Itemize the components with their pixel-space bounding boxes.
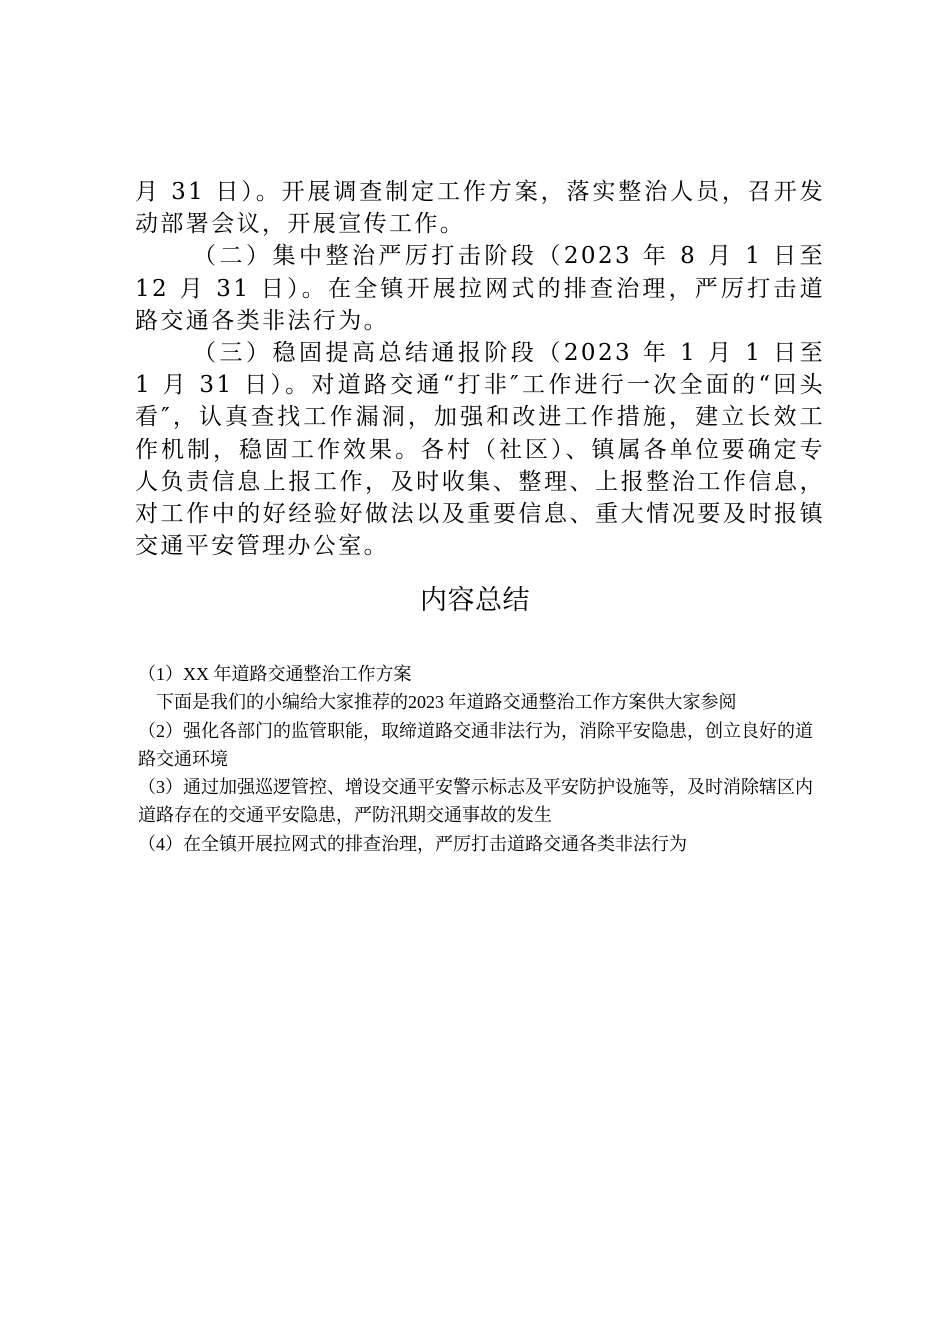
summary-item: （2）强化各部门的监管职能，取缔道路交通非法行为，消除平安隐患，创立良好的道路交通环境: [138, 720, 813, 769]
body-paragraph-phase-two: （二）集中整治严厉打击阶段（2023 年 8 月 1 日至 12 月 31 日）。在全镇开展拉网式的排查治理，严厉打击道路交通各类非法行为。: [135, 243, 825, 334]
body-paragraph-continuation: 月 31 日）。开展调查制定工作方案，落实整治人员，召开发动部署会议，开展宣传工作。: [135, 179, 825, 238]
summary-item: 下面是我们的小编给大家推荐的2023 年道路交通整治工作方案供大家参阅: [156, 692, 737, 713]
summary-item: （1）XX 年道路交通整治工作方案: [138, 664, 412, 684]
summary-item: （3）通过加强巡逻管控、增设交通平安警示标志及平安防护设施等，及时消除辖区内道路存在的交通平安隐患，严防汛期交通事故的发生: [138, 777, 813, 826]
summary-heading: 内容总结: [420, 585, 530, 615]
summary-list: [138, 660, 828, 858]
summary-item: （4）在全镇开展拉网式的排查治理，严厉打击道路交通各类非法行为: [138, 833, 687, 854]
document-body: [135, 176, 825, 562]
body-paragraph-phase-three: （三）稳固提高总结通报阶段（2023 年 1 月 1 日至 1 月 31 日）。对道路交通“打非″工作进行一次全面的“回头看″，认真查找工作漏洞，加强和改进工作措施，建立长效工作机制，稳固工作效果。各村（社区）、镇属各单位要确定专人负责信息上报工作，及时收集、整理、上报整治工作信息，对工作中的好经验好做法以及重要信息、重大情况要及时报镇交通平安管理办公室。: [135, 340, 825, 560]
